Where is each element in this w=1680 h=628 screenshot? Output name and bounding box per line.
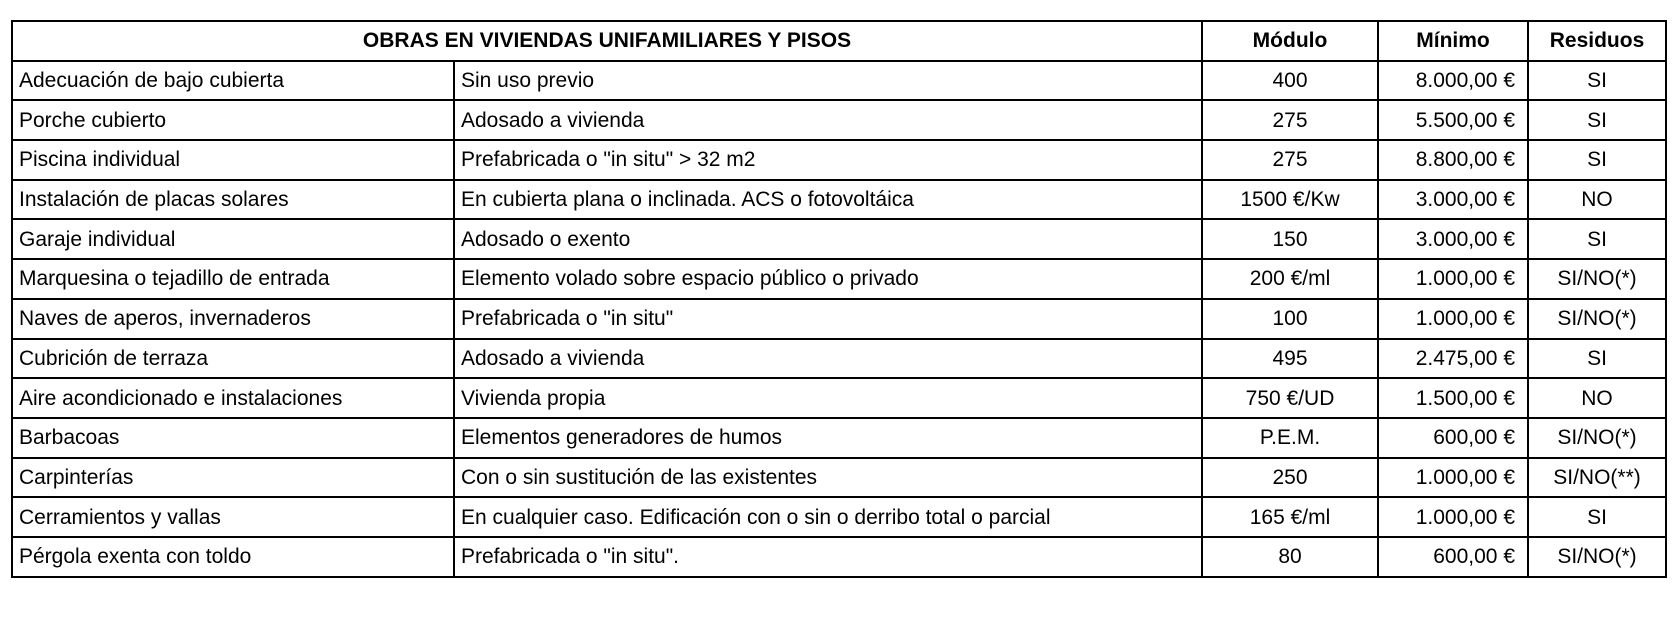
table-header-row — [12, 21, 1666, 61]
cell-residuos: NO — [1528, 180, 1666, 220]
table-row — [12, 61, 1666, 101]
cell-detalle: En cualquier caso. Edificación con o sin o derribo total o parcial — [454, 497, 1202, 537]
cell-detalle: Elementos generadores de humos — [454, 418, 1202, 458]
cell-minimo: 1.000,00 € — [1378, 458, 1528, 498]
cell-detalle: Adosado a vivienda — [454, 339, 1202, 379]
cell-modulo: 400 — [1202, 61, 1378, 101]
cell-obra: Adecuación de bajo cubierta — [12, 61, 454, 101]
cell-detalle: Adosado o exento — [454, 219, 1202, 259]
header-residuos: Residuos — [1528, 21, 1666, 61]
cell-modulo: 275 — [1202, 140, 1378, 180]
cell-minimo: 1.000,00 € — [1378, 259, 1528, 299]
cell-minimo: 3.000,00 € — [1378, 219, 1528, 259]
cell-modulo: 1500 €/Kw — [1202, 180, 1378, 220]
table-row — [12, 100, 1666, 140]
cell-minimo: 1.000,00 € — [1378, 299, 1528, 339]
cell-detalle: Prefabricada o "in situ" > 32 m2 — [454, 140, 1202, 180]
cell-residuos: SI — [1528, 140, 1666, 180]
cell-minimo: 8.800,00 € — [1378, 140, 1528, 180]
cell-detalle: Prefabricada o "in situ". — [454, 537, 1202, 577]
cell-obra: Instalación de placas solares — [12, 180, 454, 220]
cell-minimo: 600,00 € — [1378, 537, 1528, 577]
table-row — [12, 339, 1666, 379]
cell-residuos: NO — [1528, 378, 1666, 418]
cell-detalle: Prefabricada o "in situ" — [454, 299, 1202, 339]
cell-detalle: Sin uso previo — [454, 61, 1202, 101]
cell-obra: Carpinterías — [12, 458, 454, 498]
cell-detalle: En cubierta plana o inclinada. ACS o fotovoltáica — [454, 180, 1202, 220]
cell-obra: Cerramientos y vallas — [12, 497, 454, 537]
cell-residuos: SI — [1528, 219, 1666, 259]
cell-modulo: 80 — [1202, 537, 1378, 577]
cell-modulo: 750 €/UD — [1202, 378, 1378, 418]
cell-minimo: 1.000,00 € — [1378, 497, 1528, 537]
cell-obra: Pérgola exenta con toldo — [12, 537, 454, 577]
cell-modulo: P.E.M. — [1202, 418, 1378, 458]
cell-minimo: 8.000,00 € — [1378, 61, 1528, 101]
header-modulo: Módulo — [1202, 21, 1378, 61]
table-row — [12, 140, 1666, 180]
cell-residuos: SI — [1528, 61, 1666, 101]
cell-modulo: 275 — [1202, 100, 1378, 140]
cell-minimo: 3.000,00 € — [1378, 180, 1528, 220]
cell-obra: Marquesina o tejadillo de entrada — [12, 259, 454, 299]
cell-residuos: SI/NO(*) — [1528, 537, 1666, 577]
cell-obra: Barbacoas — [12, 418, 454, 458]
cell-obra: Garaje individual — [12, 219, 454, 259]
cell-residuos: SI — [1528, 497, 1666, 537]
table-row — [12, 259, 1666, 299]
table-row — [12, 497, 1666, 537]
cell-detalle: Elemento volado sobre espacio público o privado — [454, 259, 1202, 299]
cell-minimo: 600,00 € — [1378, 418, 1528, 458]
table-row — [12, 299, 1666, 339]
cell-modulo: 250 — [1202, 458, 1378, 498]
cell-residuos: SI/NO(*) — [1528, 299, 1666, 339]
cell-residuos: SI/NO(*) — [1528, 418, 1666, 458]
table-row — [12, 180, 1666, 220]
table-row — [12, 378, 1666, 418]
table-row — [12, 418, 1666, 458]
cell-residuos: SI — [1528, 339, 1666, 379]
cell-obra: Aire acondicionado e instalaciones — [12, 378, 454, 418]
cell-residuos: SI/NO(**) — [1528, 458, 1666, 498]
cell-detalle: Vivienda propia — [454, 378, 1202, 418]
header-minimo: Mínimo — [1378, 21, 1528, 61]
cell-obra: Piscina individual — [12, 140, 454, 180]
cell-modulo: 165 €/ml — [1202, 497, 1378, 537]
cell-modulo: 100 — [1202, 299, 1378, 339]
works-table — [11, 20, 1667, 578]
cell-detalle: Adosado a vivienda — [454, 100, 1202, 140]
cell-detalle: Con o sin sustitución de las existentes — [454, 458, 1202, 498]
cell-obra: Naves de aperos, invernaderos — [12, 299, 454, 339]
cell-minimo: 2.475,00 € — [1378, 339, 1528, 379]
cell-modulo: 200 €/ml — [1202, 259, 1378, 299]
cell-residuos: SI/NO(*) — [1528, 259, 1666, 299]
cell-residuos: SI — [1528, 100, 1666, 140]
table-row — [12, 537, 1666, 577]
cell-minimo: 1.500,00 € — [1378, 378, 1528, 418]
cell-obra: Cubrición de terraza — [12, 339, 454, 379]
cell-minimo: 5.500,00 € — [1378, 100, 1528, 140]
works-table-container — [11, 20, 1667, 578]
cell-obra: Porche cubierto — [12, 100, 454, 140]
cell-modulo: 150 — [1202, 219, 1378, 259]
table-row — [12, 458, 1666, 498]
header-title: OBRAS EN VIVIENDAS UNIFAMILIARES Y PISOS — [12, 21, 1202, 61]
table-row — [12, 219, 1666, 259]
cell-modulo: 495 — [1202, 339, 1378, 379]
